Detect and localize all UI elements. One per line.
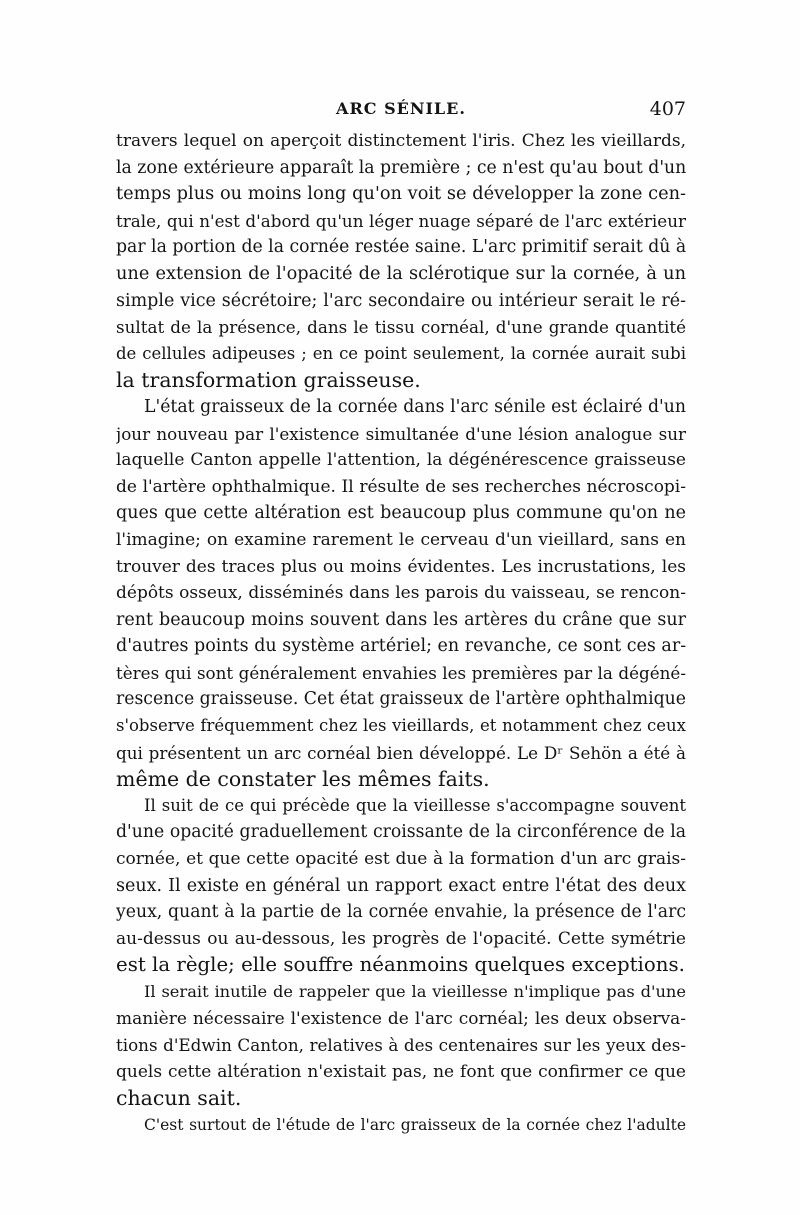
text-line: sultat de la présence, dans le tissu cornéal, d'une grande quantité bbox=[116, 317, 686, 338]
text-line: rescence graisseuse. Cet état graisseux de l'artère ophthalmique bbox=[116, 689, 686, 710]
text-line: trale, qui n'est d'abord qu'un léger nuage séparé de l'arc extérieur bbox=[116, 210, 686, 231]
text-line: C'est surtout de l'étude de l'arc graisseux de la cornée chez l'adulte bbox=[144, 1115, 686, 1134]
text-line: qui présentent un arc cornéal bien développé. Le Dʳ Sehön a été à bbox=[116, 742, 686, 763]
body-text bbox=[116, 128, 686, 1139]
text-line: d'autres points du système artériel; en revanche, ce sont ces ar- bbox=[116, 636, 686, 657]
text-line: une extension de l'opacité de la sclérotique sur la cornée, à un bbox=[116, 263, 686, 284]
running-title: ARC SÉNILE. bbox=[336, 99, 466, 118]
text-line: ques que cette altération est beaucoup plus commune qu'on ne bbox=[116, 503, 686, 524]
text-line: de l'artère ophthalmique. Il résulte de ses recherches nécroscopi- bbox=[116, 476, 686, 497]
text-line: jour nouveau par l'existence simultanée d'une lésion analogue sur bbox=[116, 423, 686, 444]
text-line: simple vice sécrétoire; l'arc secondaire ou intérieur serait le ré- bbox=[116, 290, 686, 311]
text-line: dépôts osseux, disséminés dans les parois du vaisseau, se rencon- bbox=[116, 583, 686, 604]
text-line: travers lequel on aperçoit distinctement l'iris. Chez les vieillards, bbox=[116, 131, 686, 151]
text-line: cornée, et que cette opacité est due à la formation d'un arc grais- bbox=[116, 849, 686, 870]
page-number: 407 bbox=[649, 98, 686, 120]
text-line: quels cette altération n'existait pas, ne font que confirmer ce que bbox=[116, 1061, 686, 1082]
text-line: temps plus ou moins long qu'on voit se développer la zone cen- bbox=[116, 184, 686, 205]
text-line: la zone extérieure apparaît la première ; ce n'est qu'au bout d'un bbox=[116, 157, 686, 178]
running-header bbox=[116, 99, 686, 123]
text-line: yeux, quant à la partie de la cornée envahie, la présence de l'arc bbox=[116, 902, 686, 923]
text-line: même de constater les mêmes faits. bbox=[116, 767, 490, 792]
text-line: manière nécessaire l'existence de l'arc cornéal; les deux observa- bbox=[116, 1008, 686, 1029]
text-line: trouver des traces plus ou moins évidentes. Les incrustations, les bbox=[116, 556, 686, 577]
text-line: tères qui sont généralement envahies les premières par la dégéné- bbox=[116, 662, 686, 683]
text-line: s'observe fréquemment chez les vieillards, et notamment chez ceux bbox=[116, 716, 686, 736]
text-line: tions d'Edwin Canton, relatives à des centenaires sur les yeux des- bbox=[116, 1035, 686, 1056]
text-line: seux. Il existe en général un rapport exact entre l'état des deux bbox=[116, 875, 686, 896]
text-line: l'imagine; on examine rarement le cerveau d'un vieillard, sans en bbox=[116, 529, 686, 550]
text-line: chacun sait. bbox=[116, 1086, 242, 1111]
text-line: laquelle Canton appelle l'attention, la dégénérescence graisseuse bbox=[116, 450, 686, 471]
text-line: par la portion de la cornée restée saine. L'arc primitif serait dû à bbox=[116, 237, 686, 258]
text-line: rent beaucoup moins souvent dans les artères du crâne que sur bbox=[116, 609, 686, 630]
text-line: Il suit de ce qui précède que la vieillesse s'accompagne souvent bbox=[144, 795, 686, 815]
text-line: de cellules adipeuses ; en ce point seulement, la cornée aurait subi bbox=[116, 343, 686, 363]
text-line: est la règle; elle souffre néanmoins quelques exceptions. bbox=[116, 953, 685, 977]
text-line: L'état graisseux de la cornée dans l'arc sénile est éclairé d'un bbox=[144, 396, 686, 417]
text-line: la transformation graisseuse. bbox=[116, 368, 421, 393]
text-line: Il serait inutile de rappeler que la vieillesse n'implique pas d'une bbox=[144, 982, 686, 1001]
text-line: d'une opacité graduellement croissante de la circonférence de la bbox=[116, 822, 686, 843]
text-line: au-dessus ou au-dessous, les progrès de l'opacité. Cette symétrie bbox=[116, 928, 686, 949]
